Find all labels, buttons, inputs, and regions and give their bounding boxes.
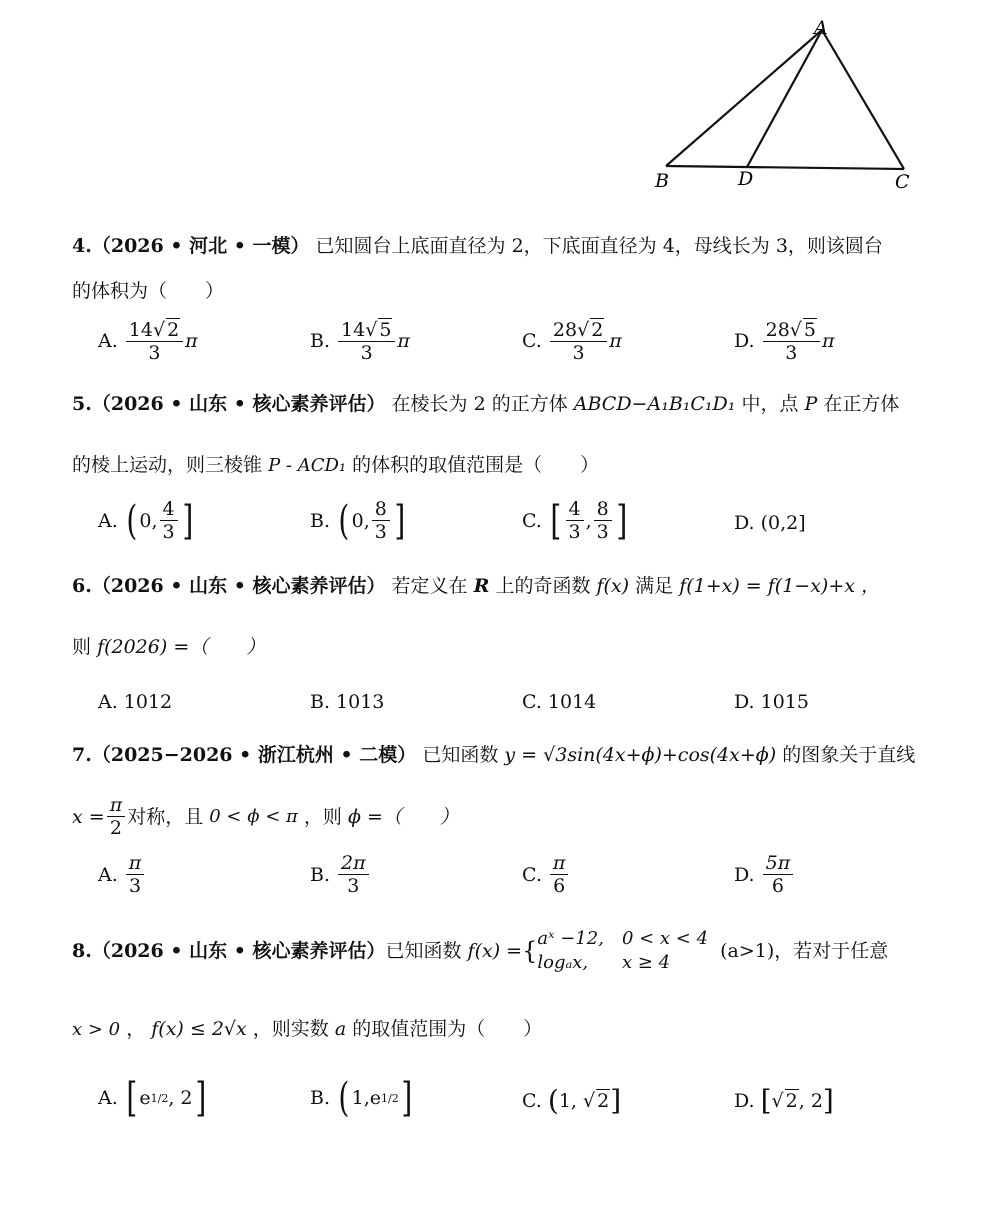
segment-ad — [747, 30, 822, 167]
q5-option-c[interactable]: C. [ $\frac{4}{3}$ , $\frac{8}{3}$ ] — [522, 497, 628, 544]
q6-option-a[interactable]: A. 1012 — [98, 691, 173, 713]
triangle-figure — [640, 10, 930, 195]
question-7: 7.（2025−2026 • 浙江杭州 • 二模） 已知函数 y = √3sin(4x+ϕ)+cos(4x+ϕ) 的图象关于直线 — [72, 744, 916, 766]
q5-line2: 的棱上运动，则三棱锥 P - ACD₁ 的体积的取值范围是（ ） — [72, 454, 600, 476]
q8-option-b[interactable]: B. ( 1, e 1/2 ] — [310, 1075, 412, 1121]
q7-option-b[interactable]: B. $\frac{2\pi}{3}$ — [310, 852, 371, 897]
q4-option-d[interactable]: D. $\frac{28√ 5}{3}$ π — [734, 319, 835, 364]
q8-line2: x > 0 ， f(x) ≤ 2√x ，则实数 a 的取值范围为（ ） — [72, 1018, 543, 1040]
q7-line2: x = $\frac{\pi}{2}$ 对称，且 0 < ϕ < π ，则 ϕ =（ ） — [72, 794, 459, 839]
q4-option-a[interactable]: A. $\frac{14√ 2}{3}$ π — [98, 319, 198, 364]
label-d: D — [738, 168, 754, 190]
q5-cube: ABCD−A₁B₁C₁D₁ — [573, 393, 736, 415]
label-c: C — [895, 171, 910, 193]
q6-option-b[interactable]: B. 1013 — [310, 691, 385, 713]
q5-option-a[interactable]: A. ( 0, $\frac{4}{3}$ ] — [98, 497, 193, 544]
question-5: 5.（2026 • 山东 • 核心素养评估） 在棱长为 2 的正方体 ABCD−A₁B₁C₁D₁ 中，点 P 在正方体 — [72, 393, 900, 415]
q5-option-d[interactable]: D. (0,2] — [734, 512, 806, 534]
q6-line2: 则 f(2026) =（ ） — [72, 636, 266, 658]
q4-line2: 的体积为（ ） — [72, 280, 225, 302]
q4-option-c[interactable]: C. $\frac{28√ 2}{3}$ π — [522, 319, 622, 364]
question-8: 8. （2026 • 山东 • 核心素养评估） 已知函数 f(x) = { aˣ −12, 0 < x < 4 logₐx, x ≥ 4 (a>1)，若对于任意 — [72, 928, 889, 973]
segment-ab — [666, 30, 822, 166]
q8-option-d[interactable]: D. [ √ 2 , 2 ] — [734, 1084, 834, 1117]
q8-option-c[interactable]: C. ( 1, √ 2 ] — [522, 1084, 622, 1117]
q4-number: 4. — [72, 235, 92, 257]
q7-option-d[interactable]: D. $\frac{5\pi}{6}$ — [734, 852, 795, 897]
q8-piecewise: aˣ −12, 0 < x < 4 logₐx, x ≥ 4 — [537, 928, 709, 973]
q4-option-b[interactable]: B. $\frac{14√ 5}{3}$ π — [310, 319, 410, 364]
q8-option-a[interactable]: A. [ e 1/2 , 2 ] — [98, 1075, 206, 1121]
q7-option-c[interactable]: C. $\frac{\pi}{6}$ — [522, 852, 570, 897]
segment-bc — [666, 166, 904, 169]
q6-option-c[interactable]: C. 1014 — [522, 691, 597, 713]
label-a: A — [814, 17, 828, 39]
label-b: B — [655, 170, 669, 192]
q4-text-line1: 已知圆台上底面直径为 2，下底面直径为 4，母线长为 3，则该圆台 — [315, 235, 883, 257]
q4-source: （2026 • 河北 • 一模） — [91, 235, 310, 257]
q5-option-b[interactable]: B. ( 0, $\frac{8}{3}$ ] — [310, 497, 406, 544]
segment-ac — [822, 30, 904, 169]
q6-option-d[interactable]: D. 1015 — [734, 691, 809, 713]
question-4 — [72, 233, 883, 259]
question-6: 6.（2026 • 山东 • 核心素养评估） 若定义在 R 上的奇函数 f(x) 满足 f(1+x) = f(1−x)+x ， — [72, 575, 881, 597]
q7-option-a[interactable]: A. $\frac{\pi}{3}$ — [98, 852, 146, 897]
